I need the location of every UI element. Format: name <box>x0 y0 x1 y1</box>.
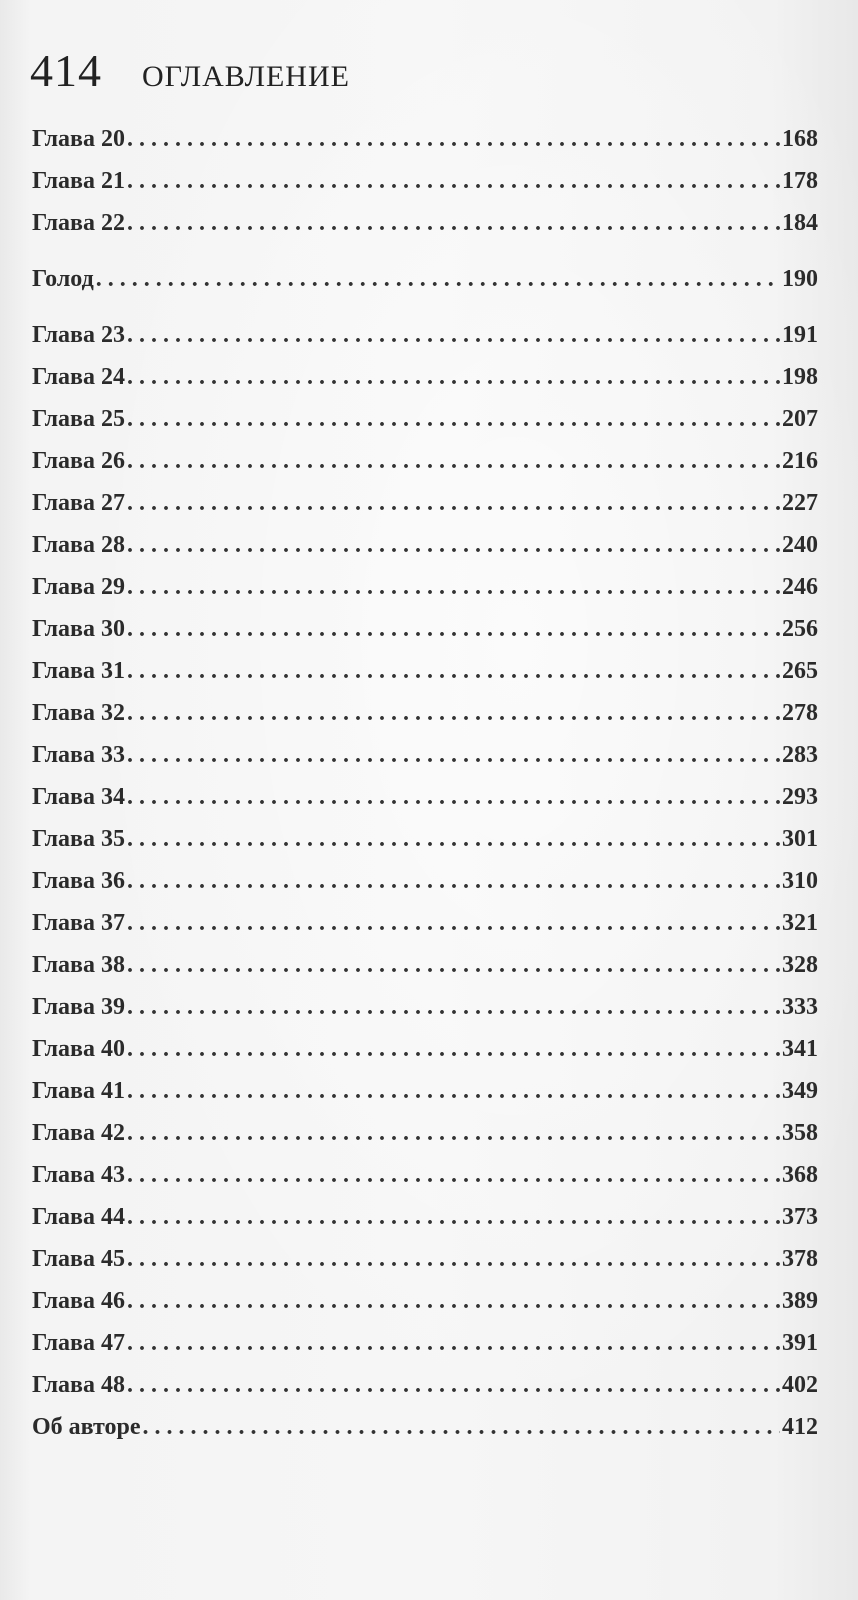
toc-dot-leader <box>127 314 780 356</box>
toc-dot-leader <box>127 944 780 986</box>
toc-dot-leader <box>127 1112 780 1154</box>
toc-entry-title: Глава 43 <box>32 1162 125 1188</box>
toc-entry-title: Глава 34 <box>32 784 125 810</box>
toc-entry-title: Глава 40 <box>32 1036 125 1062</box>
toc-entry <box>32 860 818 902</box>
toc-entry-title: Глава 25 <box>32 406 125 432</box>
toc-entry-page: 391 <box>782 1330 818 1356</box>
toc-entry <box>32 356 818 398</box>
toc-entry-page: 227 <box>782 490 818 516</box>
toc-entry <box>32 524 818 566</box>
toc-entry-page: 265 <box>782 658 818 684</box>
toc-entry-page: 191 <box>782 322 818 348</box>
toc-entry-title: Глава 37 <box>32 910 125 936</box>
toc-entry-page: 328 <box>782 952 818 978</box>
toc-entry-page: 412 <box>782 1414 818 1440</box>
toc-entry-title: Глава 39 <box>32 994 125 1020</box>
toc-entry-page: 207 <box>782 406 818 432</box>
toc-entry <box>32 776 818 818</box>
toc-entry <box>32 1070 818 1112</box>
toc-entry <box>32 1028 818 1070</box>
toc-entry-title: Глава 35 <box>32 826 125 852</box>
toc-entry <box>32 944 818 986</box>
toc-entry-page: 256 <box>782 616 818 642</box>
toc-entry-page: 283 <box>782 742 818 768</box>
toc-entry-page: 198 <box>782 364 818 390</box>
toc-entry-title: Глава 27 <box>32 490 125 516</box>
toc-entry <box>32 202 818 244</box>
toc-entry-title: Глава 20 <box>32 126 125 152</box>
toc-dot-leader <box>127 1322 780 1364</box>
toc-entry-page: 333 <box>782 994 818 1020</box>
page-header <box>30 44 350 104</box>
toc-entry-page: 178 <box>782 168 818 194</box>
toc-entry-title: Глава 42 <box>32 1120 125 1146</box>
toc-entry <box>32 818 818 860</box>
toc-entry-title: Глава 31 <box>32 658 125 684</box>
toc-entry-title: Глава 38 <box>32 952 125 978</box>
toc-entry-title: Глава 30 <box>32 616 125 642</box>
toc-entry-page: 216 <box>782 448 818 474</box>
toc-entry-title: Глава 24 <box>32 364 125 390</box>
toc-entry-title: Глава 48 <box>32 1372 125 1398</box>
toc-entry-page: 301 <box>782 826 818 852</box>
toc-dot-leader <box>127 608 780 650</box>
toc-entry-page: 278 <box>782 700 818 726</box>
toc-dot-leader <box>127 1154 780 1196</box>
toc-entry-page: 389 <box>782 1288 818 1314</box>
toc-dot-leader <box>127 1196 780 1238</box>
toc-entry <box>32 1154 818 1196</box>
running-head: ОГЛАВЛЕНИЕ <box>142 60 350 93</box>
toc-entry-title: Глава 32 <box>32 700 125 726</box>
toc-dot-leader <box>127 356 780 398</box>
toc-entry-page: 310 <box>782 868 818 894</box>
toc-dot-leader <box>127 524 780 566</box>
toc-entry <box>32 1322 818 1364</box>
toc-entry-page: 373 <box>782 1204 818 1230</box>
toc-entry-page: 190 <box>782 266 818 292</box>
toc-entry-page: 368 <box>782 1162 818 1188</box>
toc-entry-part <box>32 258 818 300</box>
toc-entry-title: Глава 26 <box>32 448 125 474</box>
toc-dot-leader <box>127 398 780 440</box>
toc-entry <box>32 398 818 440</box>
toc-dot-leader <box>127 818 780 860</box>
toc-dot-leader <box>127 734 780 776</box>
toc-entry-page: 402 <box>782 1372 818 1398</box>
toc-entry <box>32 692 818 734</box>
toc-entry <box>32 1364 818 1406</box>
toc-dot-leader <box>127 902 780 944</box>
toc-dot-leader <box>127 440 780 482</box>
toc-dot-leader <box>127 482 780 524</box>
toc-entry-page: 168 <box>782 126 818 152</box>
toc-entry-title: Глава 44 <box>32 1204 125 1230</box>
toc-entry <box>32 118 818 160</box>
toc-entry-page: 246 <box>782 574 818 600</box>
toc-dot-leader <box>127 118 780 160</box>
page-number: 414 <box>30 45 102 96</box>
toc-entry <box>32 566 818 608</box>
toc-entry-title: Глава 33 <box>32 742 125 768</box>
toc-entry-title: Голод <box>32 266 94 292</box>
toc-entry-title: Глава 28 <box>32 532 125 558</box>
toc-entry <box>32 902 818 944</box>
toc-entry <box>32 1280 818 1322</box>
toc-dot-leader <box>127 650 780 692</box>
toc-entry <box>32 440 818 482</box>
toc-entry <box>32 1196 818 1238</box>
toc-dot-leader <box>127 566 780 608</box>
toc-entry-page: 240 <box>782 532 818 558</box>
toc-dot-leader <box>127 1280 780 1322</box>
toc-entry-title: Глава 46 <box>32 1288 125 1314</box>
toc-entry-title: Об авторе <box>32 1414 141 1440</box>
toc-entry <box>32 1112 818 1154</box>
toc-entry-page: 358 <box>782 1120 818 1146</box>
toc-entry-title: Глава 45 <box>32 1246 125 1272</box>
toc-entry <box>32 608 818 650</box>
toc-dot-leader <box>127 776 780 818</box>
toc-entry-page: 293 <box>782 784 818 810</box>
toc-dot-leader <box>127 692 780 734</box>
toc-entry-page: 341 <box>782 1036 818 1062</box>
toc-entry <box>32 734 818 776</box>
toc-entry-page: 321 <box>782 910 818 936</box>
toc-entry <box>32 650 818 692</box>
toc-entry-page: 184 <box>782 210 818 236</box>
table-of-contents <box>32 118 818 1448</box>
toc-entry <box>32 482 818 524</box>
toc-dot-leader <box>127 860 780 902</box>
toc-entry-title: Глава 22 <box>32 210 125 236</box>
toc-entry-title: Глава 41 <box>32 1078 125 1104</box>
toc-dot-leader <box>127 160 780 202</box>
toc-dot-leader <box>127 202 780 244</box>
toc-entry <box>32 986 818 1028</box>
toc-entry-title: Глава 23 <box>32 322 125 348</box>
toc-entry <box>32 1238 818 1280</box>
toc-dot-leader <box>143 1406 780 1448</box>
toc-dot-leader <box>127 1070 780 1112</box>
toc-dot-leader <box>127 1028 780 1070</box>
toc-dot-leader <box>127 1238 780 1280</box>
toc-entry-page: 378 <box>782 1246 818 1272</box>
toc-entry-title: Глава 29 <box>32 574 125 600</box>
toc-dot-leader <box>96 258 780 300</box>
toc-entry <box>32 160 818 202</box>
toc-entry-page: 349 <box>782 1078 818 1104</box>
toc-entry-title: Глава 47 <box>32 1330 125 1356</box>
toc-dot-leader <box>127 1364 780 1406</box>
toc-dot-leader <box>127 986 780 1028</box>
toc-entry-title: Глава 36 <box>32 868 125 894</box>
toc-entry <box>32 1406 818 1448</box>
toc-entry <box>32 314 818 356</box>
toc-entry-title: Глава 21 <box>32 168 125 194</box>
